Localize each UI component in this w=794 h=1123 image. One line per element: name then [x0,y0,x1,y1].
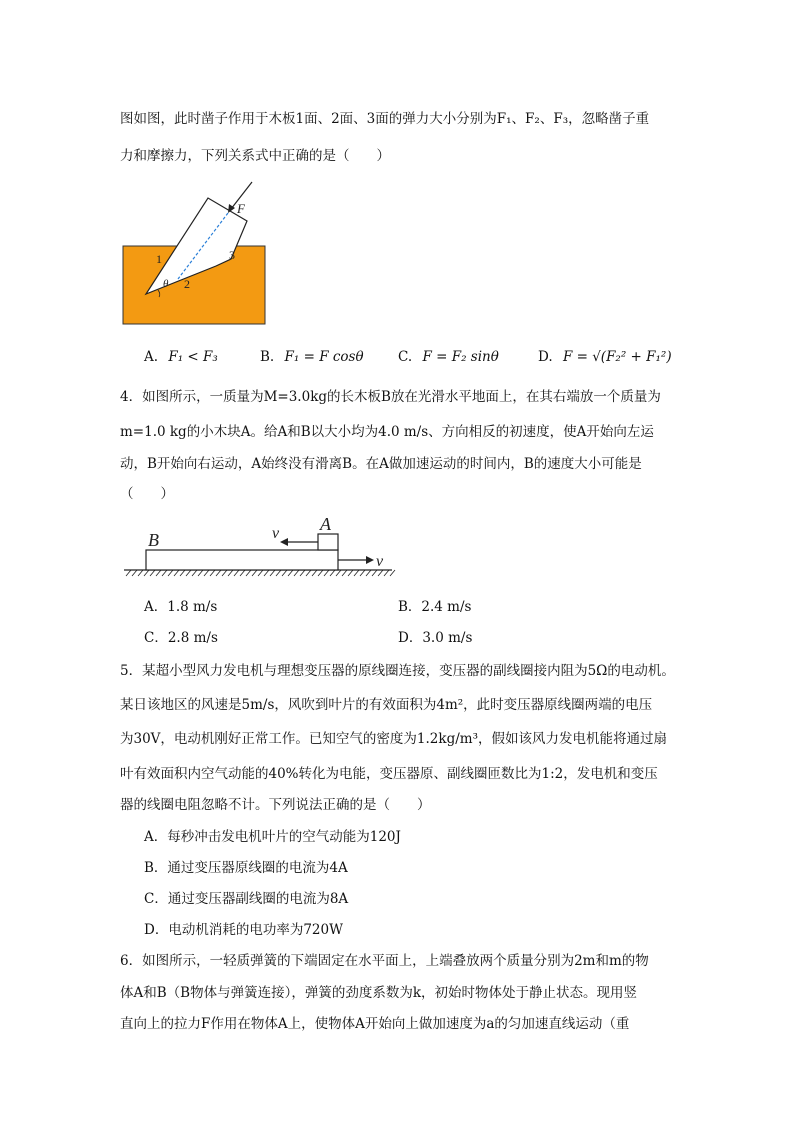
hatch-mark [246,570,251,576]
hatch-mark [132,570,137,576]
hatch-mark [372,570,377,576]
q5-line-3: 为30V，电动机刚好正常工作。已知空气的密度为1.2kg/m³，假如该风力发电机能将通过扇 [120,731,667,747]
chisel-figure [118,178,278,328]
q5-option-c: C．通过变压器副线圈的电流为8A [144,891,349,907]
hatch-mark [294,570,299,576]
hatch-mark [306,570,311,576]
hatch-mark [156,570,161,576]
hatch-mark [222,570,227,576]
hatch-mark [174,570,179,576]
hatch-mark [150,570,155,576]
q4-option-a [144,595,217,615]
ground-hatching [126,570,395,576]
hatch-mark [300,570,305,576]
hatch-mark [192,570,197,576]
velocity-a-arrowhead [280,538,288,546]
q3-line-2: 力和摩擦力，下列关系式中正确的是（ ） [120,148,390,164]
hatch-mark [324,570,329,576]
hatch-mark [162,570,167,576]
q5-option-d: D．电动机消耗的电功率为720W [144,922,343,938]
q4-option-b-letter: B． [398,599,422,615]
q3-option-b-formula: F₁ = F cosθ [284,349,364,365]
q3-option-d-formula: F = √(F₂² + F₁²) [562,349,672,365]
hatch-mark [186,570,191,576]
q5-line-2: 某日该地区的风速是5m/s，风吹到叶片的有效面积为4m²，此时变压器原线圈两端的电压 [120,697,653,713]
q3-option-b [260,349,364,365]
label-b: B [148,530,159,550]
q5-line-5: 器的线圈电阻忽略不计。下列说法正确的是（ ） [120,797,431,813]
hatch-mark [390,570,395,576]
block-a [318,534,338,550]
hatch-mark [270,570,275,576]
hatch-mark [264,570,269,576]
q3-option-a-letter: A. [144,349,159,365]
label-v-left: v [272,525,280,542]
hatch-mark [240,570,245,576]
q3-option-c [398,349,499,365]
q3-option-b-letter: B. [260,349,275,365]
q4-option-c [144,626,218,646]
face-3-label: 3 [229,248,235,262]
hatch-mark [366,570,371,576]
q3-option-d-letter: D. [538,349,553,365]
face-1-label: 1 [156,252,162,266]
q4-option-a-text: 1.8 m/s [167,599,218,615]
q6-line-1: 6．如图所示，一轻质弹簧的下端固定在水平面上，上端叠放两个质量分别为2m和m的物 [120,953,649,969]
label-v-right: v [376,553,384,570]
q4-option-d-text: 3.0 m/s [422,630,473,646]
hatch-mark [198,570,203,576]
velocity-b-arrowhead [366,556,374,564]
q6-line-2: 体A和B（B物体与弹簧连接），弹簧的劲度系数为k，初始时物体处于静止状态。现用竖 [120,985,638,1001]
hatch-mark [276,570,281,576]
hatch-mark [342,570,347,576]
hatch-mark [204,570,209,576]
plank-b [146,550,338,570]
hatch-mark [126,570,131,576]
hatch-mark [384,570,389,576]
q5-option-a: A．每秒冲击发电机叶片的空气动能为120J [144,829,401,845]
hatch-mark [228,570,233,576]
q4-line-3: 动，B开始向右运动，A始终没有滑离B。在A做加速运动的时间内，B的速度大小可能是 [120,456,642,472]
force-label: F [237,201,245,216]
q4-option-c-letter: C． [144,630,168,646]
hatch-mark [252,570,257,576]
q3-option-c-formula: F = F₂ sinθ [422,349,499,365]
hatch-mark [378,570,383,576]
q3-option-a-formula: F₁ < F₃ [168,349,218,365]
q4-option-b-text: 2.4 m/s [421,599,472,615]
q5-option-b: B．通过变压器原线圈的电流为4A [144,860,348,876]
hatch-mark [210,570,215,576]
q5-line-4: 叶有效面积内空气动能的40%转化为电能，变压器原、副线圈匝数比为1:2，发电机和变压 [120,766,658,782]
q4-option-a-letter: A． [144,599,168,615]
q4-line-1: 4．如图所示，一质量为M=3.0kg的长木板B放在光滑水平地面上，在其右端放一个质量为 [120,389,661,405]
hatch-mark [282,570,287,576]
face-2-label: 2 [184,277,190,291]
q4-line-4: （ ） [120,486,174,502]
q5-line-1: 5．某超小型风力发电机与理想变压器的原线圈连接，变压器的副线圈接内阻为5Ω的电动机。 [120,663,675,679]
hatch-mark [312,570,317,576]
hatch-mark [234,570,239,576]
hatch-mark [360,570,365,576]
q3-option-a [144,349,218,365]
hatch-mark [330,570,335,576]
label-a: A [320,514,331,534]
hatch-mark [144,570,149,576]
q3-option-d [538,349,672,365]
plank-block-figure [122,508,402,578]
q3-option-c-letter: C. [398,349,413,365]
q4-line-2: m=1.0 kg的小木块A。给A和B以大小均为4.0 m/s、方向相反的初速度，使A开始向左运 [120,424,654,440]
hatch-mark [180,570,185,576]
hatch-mark [336,570,341,576]
hatch-mark [138,570,143,576]
hatch-mark [354,570,359,576]
q4-option-c-text: 2.8 m/s [167,630,218,646]
q4-option-b [398,595,471,615]
hatch-mark [216,570,221,576]
q4-option-d [398,626,472,646]
hatch-mark [288,570,293,576]
hatch-mark [318,570,323,576]
q6-line-3: 直向上的拉力F作用在物体A上，使物体A开始向上做加速度为a的匀加速直线运动（重 [120,1016,630,1032]
theta-label: θ [163,278,169,290]
hatch-mark [168,570,173,576]
q4-option-d-letter: D． [398,630,423,646]
hatch-mark [258,570,263,576]
q3-line-1: 图如图，此时凿子作用于木板1面、2面、3面的弹力大小分别为F₁、F₂、F₃，忽略凿子重 [120,111,650,127]
hatch-mark [348,570,353,576]
